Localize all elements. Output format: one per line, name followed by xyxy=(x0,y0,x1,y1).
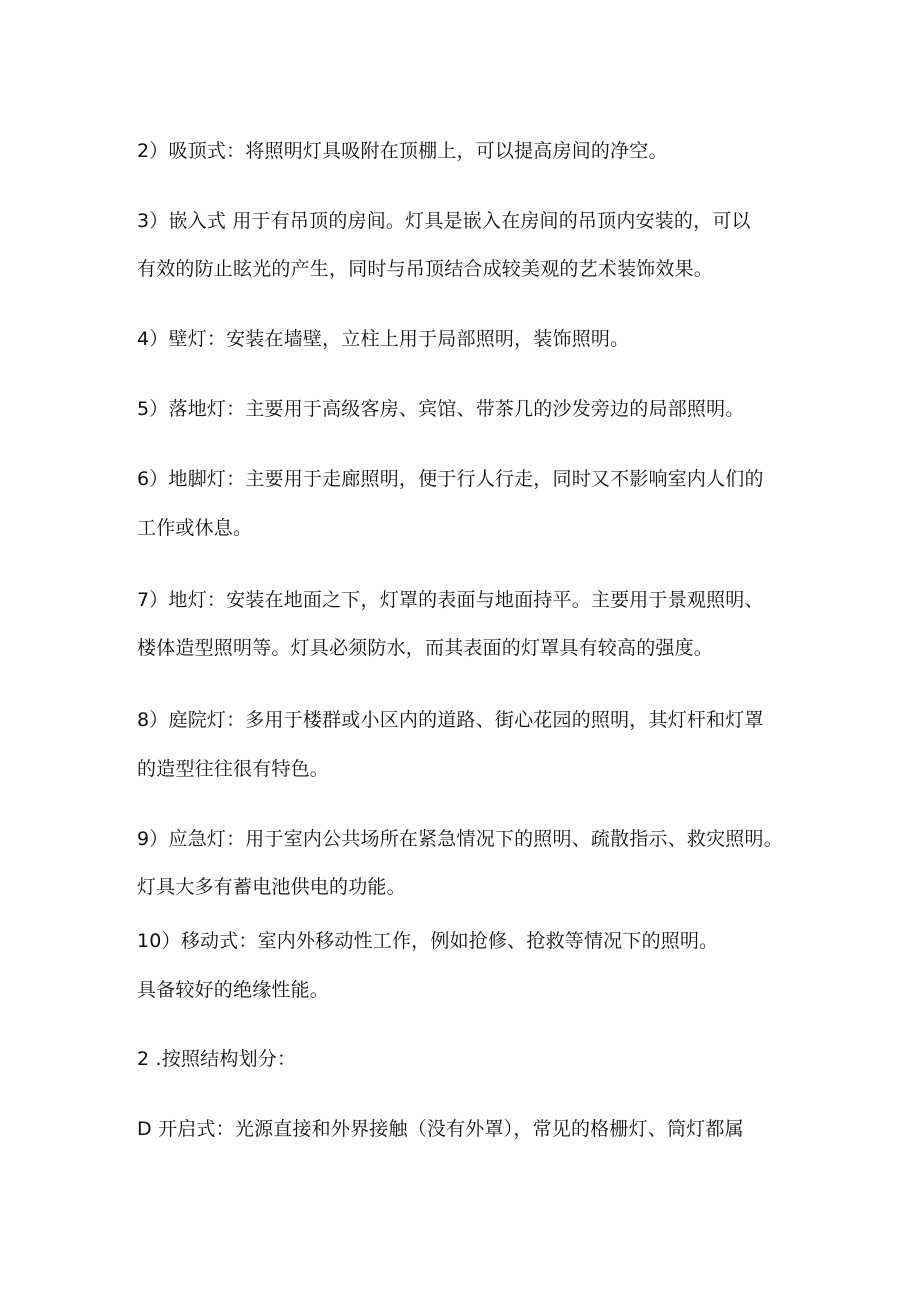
text-line: 楼体造型照明等。灯具必须防水，而其表面的灯罩具有较高的强度。 xyxy=(137,637,714,659)
text-line: 8）庭院灯：多用于楼群或小区内的道路、街心花园的照明，其灯杆和灯罩 xyxy=(137,709,764,731)
text-line: 9）应急灯：用于室内公共场所在紧急情况下的照明、疏散指示、救灾照明。 xyxy=(137,828,783,850)
text-line: 具备较好的绝缘性能。 xyxy=(137,979,330,1001)
text-line: 5）落地灯：主要用于高级客房、宾馆、带茶几的沙发旁边的局部照明。 xyxy=(137,398,745,420)
text-line: 2）吸顶式：将照明灯具吸附在顶棚上，可以提高房间的净空。 xyxy=(137,140,668,162)
text-line: 灯具大多有蓄电池供电的功能。 xyxy=(137,876,406,898)
text-line: 7）地灯：安装在地面之下，灯罩的表面与地面持平。主要用于景观照明、 xyxy=(137,589,764,611)
text-line: 工作或休息。 xyxy=(137,517,253,539)
section-heading: 2 .按照结构划分： xyxy=(137,1048,297,1070)
text-line: 有效的防止眩光的产生，同时与吊顶结合成较美观的艺术装饰效果。 xyxy=(137,258,714,280)
text-line: 3）嵌入式 用于有吊顶的房间。灯具是嵌入在房间的吊顶内安装的，可以 xyxy=(137,210,751,232)
text-line: 10）移动式：室内外移动性工作，例如抢修、抢救等情况下的照明。 xyxy=(137,930,719,952)
text-line: 的造型往往很有特色。 xyxy=(137,758,330,780)
text-line: 4）壁灯：安装在墙壁，立柱上用于局部照明，装饰照明。 xyxy=(137,328,630,350)
text-line: 6）地脚灯：主要用于走廊照明，便于行人行走，同时又不影响室内人们的 xyxy=(137,468,764,490)
text-line: D 开启式：光源直接和外界接触（没有外罩），常见的格栅灯、筒灯都属 xyxy=(137,1118,744,1140)
